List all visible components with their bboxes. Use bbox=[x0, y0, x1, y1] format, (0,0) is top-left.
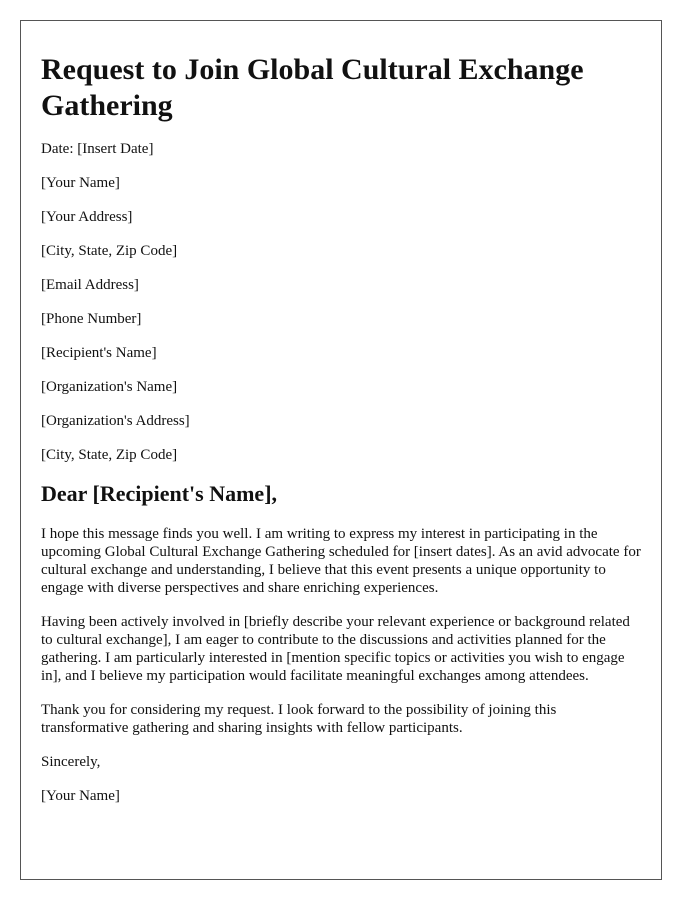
body-paragraph: Thank you for considering my request. I look forward to the possibility of joining this transformative gathering and sharing insights with fellow participants. bbox=[41, 702, 557, 736]
header-info bbox=[41, 140, 641, 480]
recipient-organization-address: [Organization's Address] bbox=[41, 413, 190, 429]
sender-address: [Your Address] bbox=[41, 209, 133, 225]
sender-name: [Your Name] bbox=[41, 175, 120, 191]
salutation: Dear [Recipient's Name], bbox=[41, 481, 278, 506]
sender-phone: [Phone Number] bbox=[41, 311, 142, 327]
recipient-name: [Recipient's Name] bbox=[41, 345, 157, 361]
recipient-city-state-zip: [City, State, Zip Code] bbox=[41, 447, 178, 463]
sender-city-state-zip: [City, State, Zip Code] bbox=[41, 243, 178, 259]
signature: [Your Name] bbox=[41, 788, 120, 804]
date-line: Date: [Insert Date] bbox=[41, 141, 154, 157]
closing: Sincerely, bbox=[41, 754, 101, 770]
body-paragraph: Having been actively involved in [briefly describe your relevant experience or background related to cultural exchange], I am eager to contribute to the discussions and activities planned for the gathering. I am particularly interested in [mention specific topics or activities you wish to engage in], and I believe my participation would facilitate meaningful exchanges among attendees. bbox=[41, 614, 630, 684]
body-paragraph: I hope this message finds you well. I am writing to express my interest in participating in the upcoming Global Cultural Exchange Gathering scheduled for [insert dates]. As an avid advocate for cultural exchange and understanding, I believe that this event presents a unique opportunity to engage with diverse perspectives and share enriching experiences. bbox=[41, 526, 641, 596]
letter-title: Request to Join Global Cultural Exchange Gathering bbox=[41, 53, 584, 122]
recipient-organization: [Organization's Name] bbox=[41, 379, 178, 395]
sender-email: [Email Address] bbox=[41, 277, 139, 293]
letter-container bbox=[20, 20, 662, 880]
